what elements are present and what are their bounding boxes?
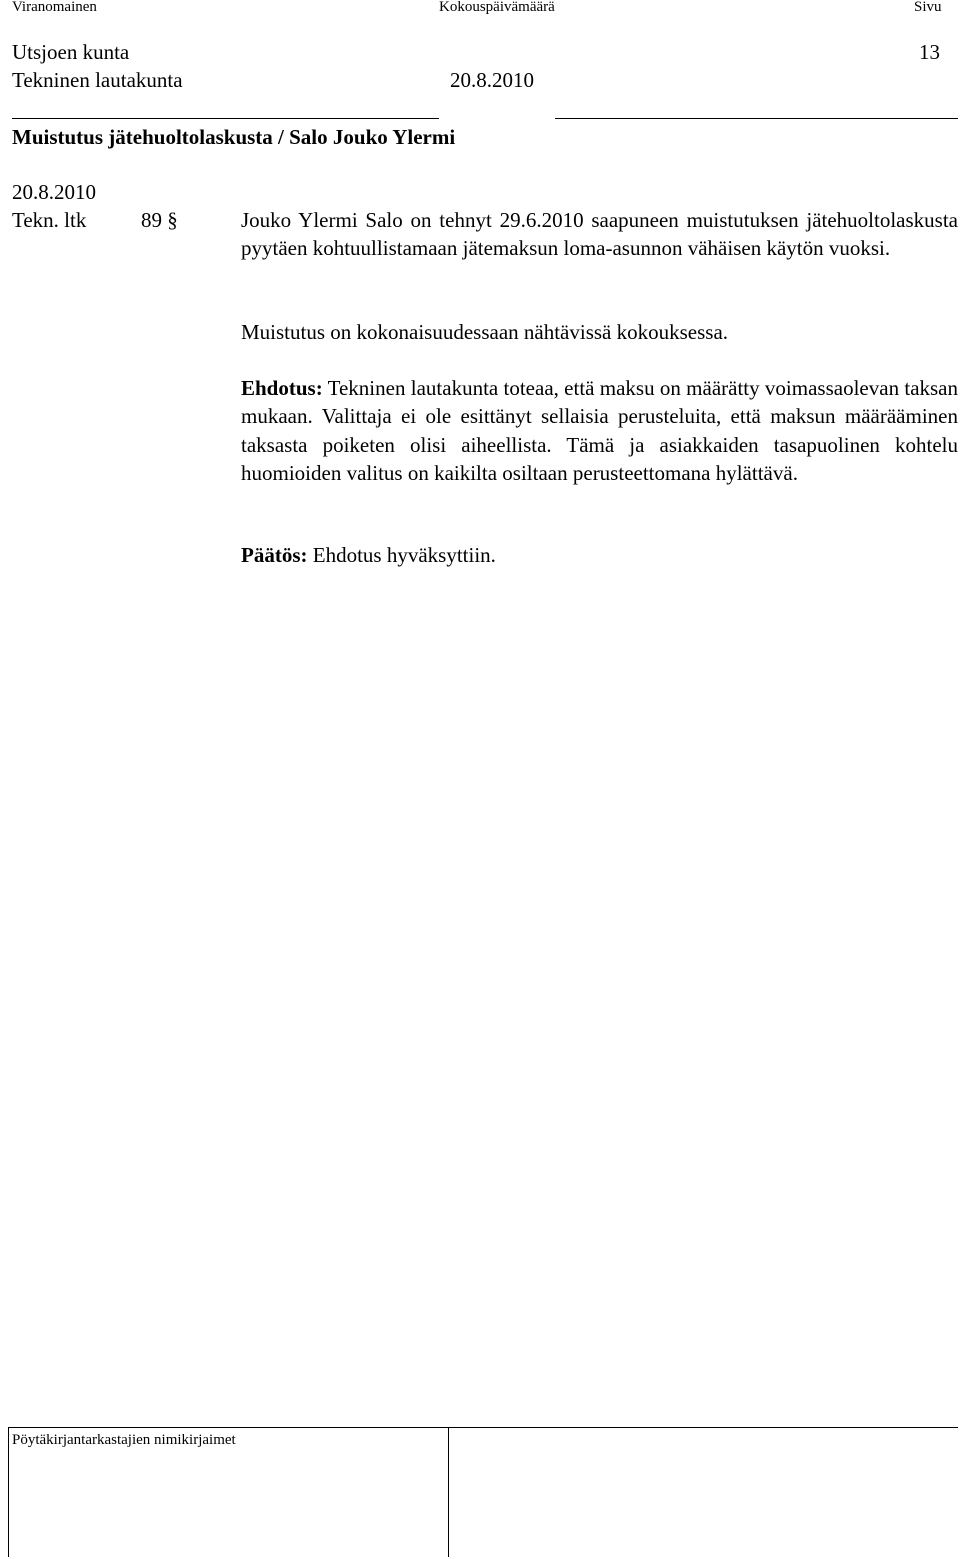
notice-paragraph: Muistutus on kokonaisuudessaan nähtävissä kokouksessa. bbox=[241, 320, 729, 344]
signature-label: Pöytäkirjantarkastajien nimikirjaimet bbox=[12, 1432, 236, 1448]
paragraph-sign: § bbox=[167, 208, 178, 232]
header-rule-left bbox=[12, 118, 439, 119]
signature-divider bbox=[448, 1427, 449, 1557]
meeting-date: 20.8.2010 bbox=[450, 68, 534, 92]
proposal-paragraph bbox=[241, 374, 958, 487]
header-authority-label: Viranomainen bbox=[12, 0, 97, 15]
header-meeting-date-label: Kokouspäivämäärä bbox=[439, 0, 555, 15]
authority-name: Tekninen lautakunta bbox=[12, 68, 183, 92]
proposal-text: Tekninen lautakunta toteaa, että maksu on määrätty voimassaolevan taksan mukaan. Valittaja ei ole esittänyt sellaisia perusteluita, että maksun määrääminen taksasta poiketen olisi aiheellista. Tämä ja asiakkaiden tasapuolinen kohtelu huomioiden valitus on kaikilta osiltaan perusteettomana hylättävä. bbox=[241, 376, 959, 485]
decision-text: Ehdotus hyväksyttiin. bbox=[312, 543, 496, 567]
page-number: 13 bbox=[919, 40, 940, 64]
municipality-name: Utsjoen kunta bbox=[12, 40, 130, 64]
header-page-label: Sivu bbox=[914, 0, 942, 15]
proposal-label: Ehdotus: bbox=[241, 376, 323, 400]
header-rule-right bbox=[555, 118, 958, 119]
decision-paragraph bbox=[241, 541, 496, 569]
section-date: 20.8.2010 bbox=[12, 180, 96, 204]
paragraph-number: 89 § bbox=[141, 208, 178, 232]
decision-label: Päätös: bbox=[241, 543, 308, 567]
section-title: Muistutus jätehuoltolaskusta / Salo Jouko Ylermi bbox=[12, 125, 456, 149]
intro-paragraph: Jouko Ylermi Salo on tehnyt 29.6.2010 saapuneen muistutuksen jätehuoltolaskusta pyytäen kohtuullistamaan jätemaksun loma-asunnon vähäisen käytön vuoksi. bbox=[241, 208, 958, 261]
body-label: Tekn. ltk bbox=[12, 208, 87, 232]
